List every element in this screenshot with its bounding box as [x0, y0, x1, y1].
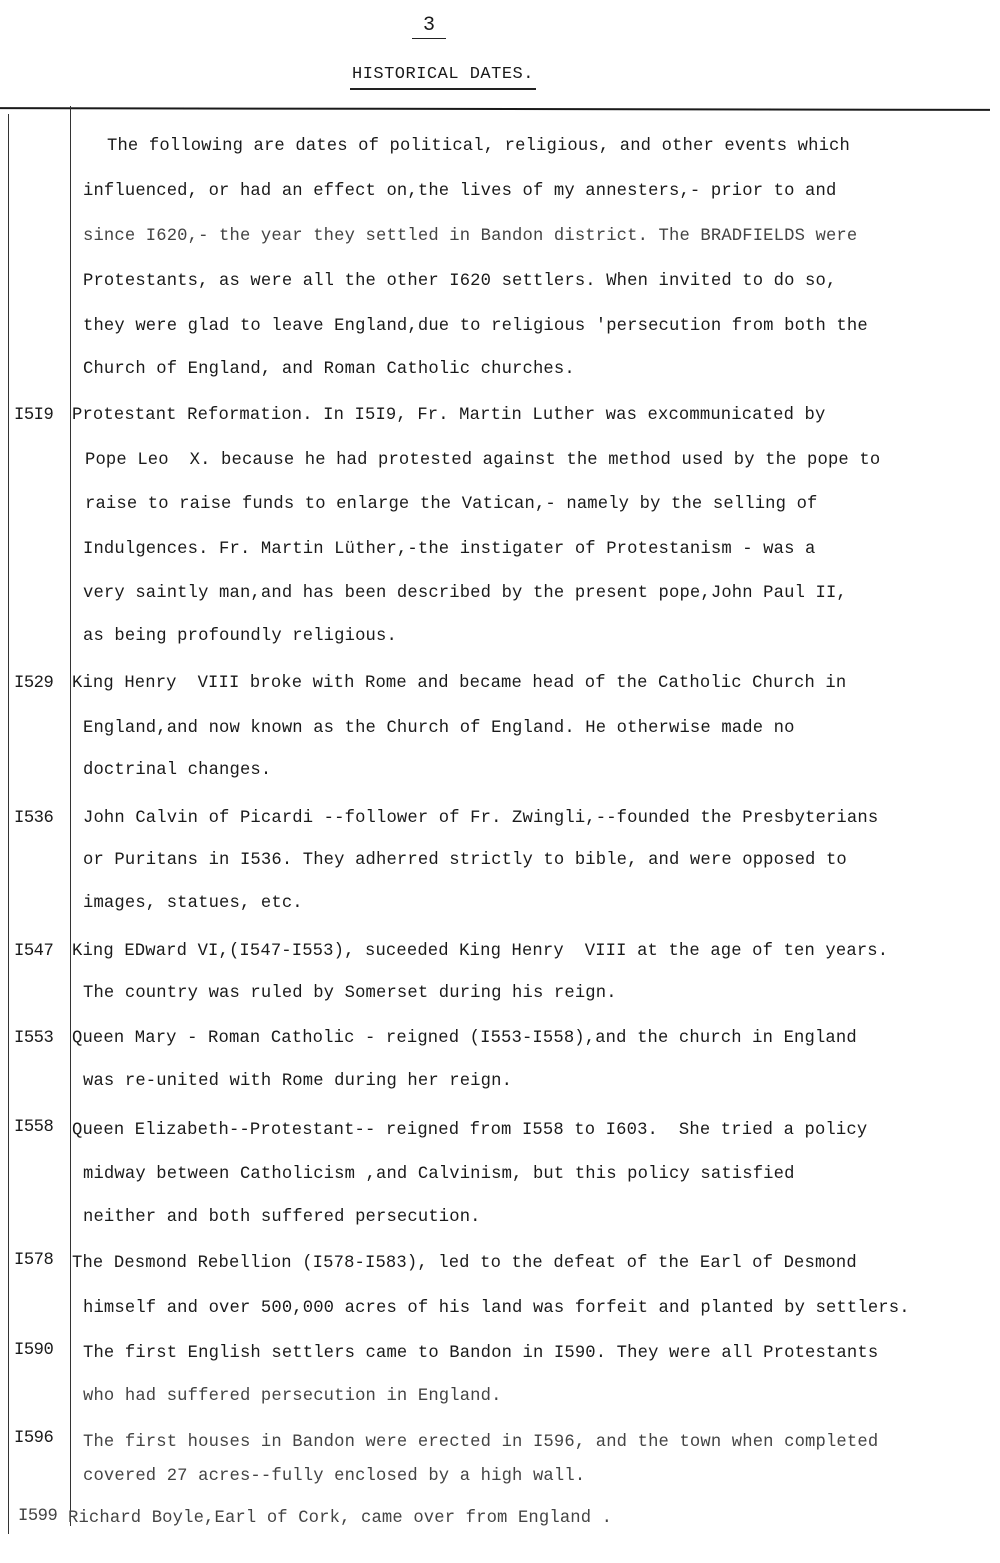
- entry-line: King EDward VI,(I547-I553), suceeded King Henry VIII at the age of ten years.: [72, 942, 889, 961]
- entry-line: Richard Boyle,Earl of Cork, came over from England .: [68, 1509, 613, 1528]
- entry-line: was re-united with Rome during her reign.: [83, 1072, 513, 1091]
- entry-line: or Puritans in I536. They adherred strictly to bible, and were opposed to: [83, 851, 847, 870]
- year-column-divider: [70, 106, 71, 1526]
- entry-line: as being profoundly religious.: [83, 627, 397, 646]
- entry-line: The first houses in Bandon were erected in I596, and the town when completed: [83, 1433, 879, 1452]
- entry-line: neither and both suffered persecution.: [83, 1208, 481, 1227]
- entry-line: midway between Catholicism ,and Calvinism, but this policy satisfied: [83, 1165, 795, 1184]
- entry-line: raise to raise funds to enlarge the Vatican,- namely by the selling of: [85, 495, 818, 514]
- intro-line: influenced, or had an effect on,the lives of my annesters,- prior to and: [83, 182, 837, 201]
- top-rule: [0, 107, 990, 111]
- entry-line: Queen Mary - Roman Catholic - reigned (I553-I558),and the church in England: [72, 1029, 857, 1048]
- entry-line: covered 27 acres--fully enclosed by a high wall.: [83, 1467, 586, 1486]
- intro-line: since I620,- the year they settled in Bandon district. The BRADFIELDS were: [83, 227, 858, 246]
- entry-year: I5I9: [14, 406, 54, 425]
- entry-line: England,and now known as the Church of England. He otherwise made no: [83, 719, 795, 738]
- intro-line: Protestants, as were all the other I620 settlers. When invited to do so,: [83, 272, 837, 291]
- entry-year: I599: [18, 1507, 58, 1526]
- entry-line: who had suffered persecution in England.: [83, 1387, 502, 1406]
- entry-line: The Desmond Rebellion (I578-I583), led to the defeat of the Earl of Desmond: [72, 1254, 857, 1273]
- entry-line: The first English settlers came to Bandon in I590. They were all Protestants: [83, 1344, 879, 1363]
- page-number: 3: [412, 14, 446, 39]
- intro-line: they were glad to leave England,due to religious 'persecution from both the: [83, 317, 868, 336]
- outer-margin-line: [8, 114, 9, 1534]
- entry-year: I553: [14, 1029, 54, 1048]
- entry-year: I529: [14, 674, 54, 693]
- page-title: HISTORICAL DATES.: [350, 64, 536, 90]
- entry-year: I536: [14, 809, 54, 828]
- entry-line: Protestant Reformation. In I5I9, Fr. Martin Luther was excommunicated by: [72, 406, 826, 425]
- entry-line: John Calvin of Picardi --follower of Fr. Zwingli,--founded the Presbyterians: [83, 809, 879, 828]
- entry-line: doctrinal changes.: [83, 761, 272, 780]
- entry-line: very saintly man,and has been described by the present pope,John Paul II,: [83, 584, 847, 603]
- entry-year: I590: [14, 1341, 54, 1360]
- entry-line: images, statues, etc.: [83, 894, 303, 913]
- entry-line: himself and over 500,000 acres of his land was forfeit and planted by settlers.: [83, 1299, 910, 1318]
- intro-line: The following are dates of political, religious, and other events which: [107, 137, 850, 156]
- entry-line: Indulgences. Fr. Martin Lüther,-the instigater of Protestanism - was a: [83, 540, 816, 559]
- entry-year: I558: [14, 1118, 54, 1137]
- intro-line: Church of England, and Roman Catholic churches.: [83, 360, 575, 379]
- entry-year: I578: [14, 1251, 54, 1270]
- entry-year: I596: [14, 1429, 54, 1448]
- entry-line: The country was ruled by Somerset during his reign.: [83, 984, 617, 1003]
- entry-line: King Henry VIII broke with Rome and became head of the Catholic Church in: [72, 674, 847, 693]
- entry-line: Pope Leo X. because he had protested against the method used by the pope to: [85, 451, 881, 470]
- entry-year: I547: [14, 942, 54, 961]
- entry-line: Queen Elizabeth--Protestant-- reigned from I558 to I603. She tried a policy: [72, 1121, 868, 1140]
